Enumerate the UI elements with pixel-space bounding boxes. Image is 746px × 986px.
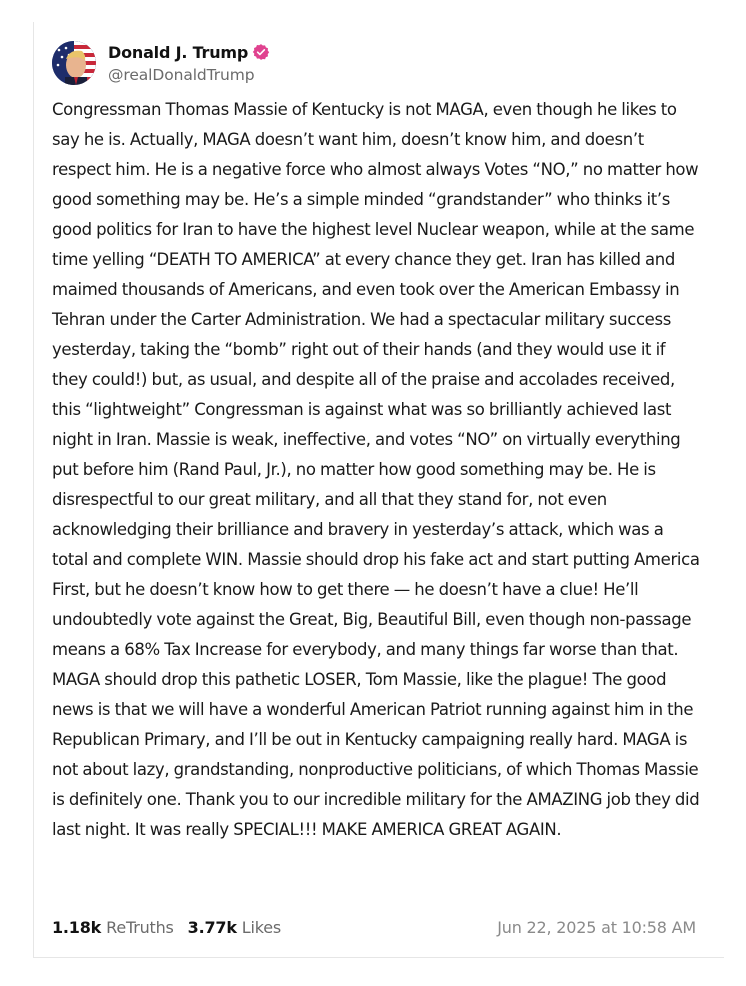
likes-count[interactable]: 3.77k — [187, 917, 237, 937]
avatar-image — [52, 41, 96, 85]
author-handle[interactable]: @realDonaldTrump — [108, 65, 255, 84]
post-header — [52, 40, 270, 86]
retruths-count[interactable]: 1.18k — [52, 917, 102, 937]
author-display-name[interactable]: Donald J. Trump — [108, 42, 249, 62]
post-body-text: Congressman Thomas Massie of Kentucky is not MAGA, even though he likes to say he is. Actually, MAGA doesn’t want him, doesn’t know him, and doesn’t respect him. He is a negative force who almost always Votes “NO,” no matter how good something may be. He’s a simple minded “grandstander” who thinks it’s good politics for Iran to have the highest level Nuclear weapon, while at the same time yelling “DEATH TO AMERICA” at every chance they get. Iran has killed and maimed thousands of Americans, and even took over the American Embassy in Tehran under the Carter Administration. We had a spectacular military success yesterday, taking the “bomb” right out of their hands (and they would use it if they could!) but, as usual, and despite all of the praise and accolades received, this “lightweight” Congressman is against what was so brilliantly achieved last night in Iran. Massie is weak, ineffective, and votes “NO” on virtually everything put before him (Rand Paul, Jr.), no matter how good something may be. He is disrespectful to our great military, and all that they stand for, not even acknowledging their brilliance and bravery in yesterday’s attack, which was a total and complete WIN. Massie should drop his fake act and start putting America First, but he doesn’t know how to get there — he doesn’t have a clue! He’ll undoubtedly vote against the Great, Big, Beautiful Bill, even though non-passage means a 68% Tax Increase for everybody, and many things far worse than that. MAGA should drop this pathetic LOSER, Tom Massie, like the plague! The good news is that we will have a wonderful American Patriot running against him in the Republican Primary, and I’ll be out in Kentucky campaigning really hard. MAGA is not about lazy, grandstanding, nonproductive politicians, of which Thomas Massie is definitely one. Thank you to our incredible military for the AMAZING job they did last night. It was really SPECIAL!!! MAKE AMERICA GREAT AGAIN. — [52, 100, 700, 839]
author-name-row — [108, 41, 270, 64]
post-footer — [52, 915, 696, 939]
avatar[interactable] — [52, 41, 96, 85]
verified-badge-icon — [252, 43, 270, 61]
post-timestamp[interactable]: Jun 22, 2025 at 10:58 AM — [497, 917, 696, 937]
author-info — [108, 41, 270, 86]
truth-post-card — [33, 22, 724, 958]
likes-label[interactable]: Likes — [241, 917, 282, 937]
retruths-label[interactable]: ReTruths — [106, 917, 174, 937]
